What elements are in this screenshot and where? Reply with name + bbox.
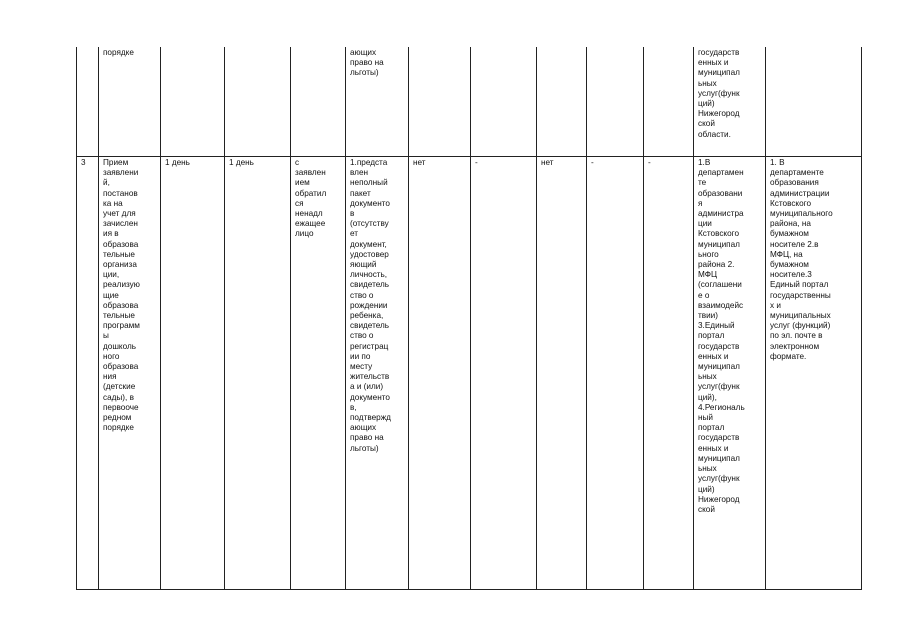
cell-service-name: Прием заявлени й, постанов ка на учет для зачислен ия в образова тельные организа ции, реализую щие образова тельные программ ы дошколь ного образова ния (детские сады), в первооче редном порядке [99,157,161,590]
cell-suspension-term: - [471,157,537,590]
cell-number: 3 [77,157,99,590]
services-table [76,47,862,590]
cell-suspension [409,47,471,157]
cell-term-1: 1 день [161,157,225,590]
cell-kbk: - [644,157,694,590]
cell-application-method: 1.В департамен те образовани я администра ции Кстовского муниципал ьного района 2. МФЦ (соглашени е о взаимодейс твии) 3.Единый портал государств енных и муниципал ьных услуг(функ ций), 4.Региональ ный портал государств енных и муниципал ьных услуг(функ ций) Нижегород ской [694,157,766,590]
cell-result-method [766,47,862,157]
cell-service-name: порядке [99,47,161,157]
cell-refusal-grounds: 1.предста влен неполный пакет документо в (отсутству ет документ, удостовер яющий личность, свидетель ство о рождении ребенка, свидетель ство о регистрац ии по месту жительств а и (или) документо в, подтвержд ающих право на льготы) [346,157,409,590]
cell-term-2: 1 день [225,157,291,590]
cell-term-2 [225,47,291,157]
cell-result-method: 1. В департаменте образования администрации Кстовского муниципального района, на бумажном носителе 2.в МФЦ, на бумажном носителе.3 Единый портал государственны х и муниципальных услуг (функций) по эл. почте в электронном формате. [766,157,862,590]
cell-fee: нет [537,157,587,590]
table-row [77,47,862,157]
cell-kbk [644,47,694,157]
table-row [77,157,862,590]
cell-number [77,47,99,157]
cell-fee-details [587,47,644,157]
cell-applicant-refusal: с заявлен ием обратил ся ненадл ежащее лицо [291,157,346,590]
cell-suspension: нет [409,157,471,590]
cell-applicant-refusal [291,47,346,157]
cell-suspension-term [471,47,537,157]
cell-fee-details: - [587,157,644,590]
cell-term-1 [161,47,225,157]
cell-application-method: государств енных и муниципал ьных услуг(функ ций) Нижегород ской области. [694,47,766,157]
cell-fee [537,47,587,157]
cell-refusal-grounds: ающих право на льготы) [346,47,409,157]
